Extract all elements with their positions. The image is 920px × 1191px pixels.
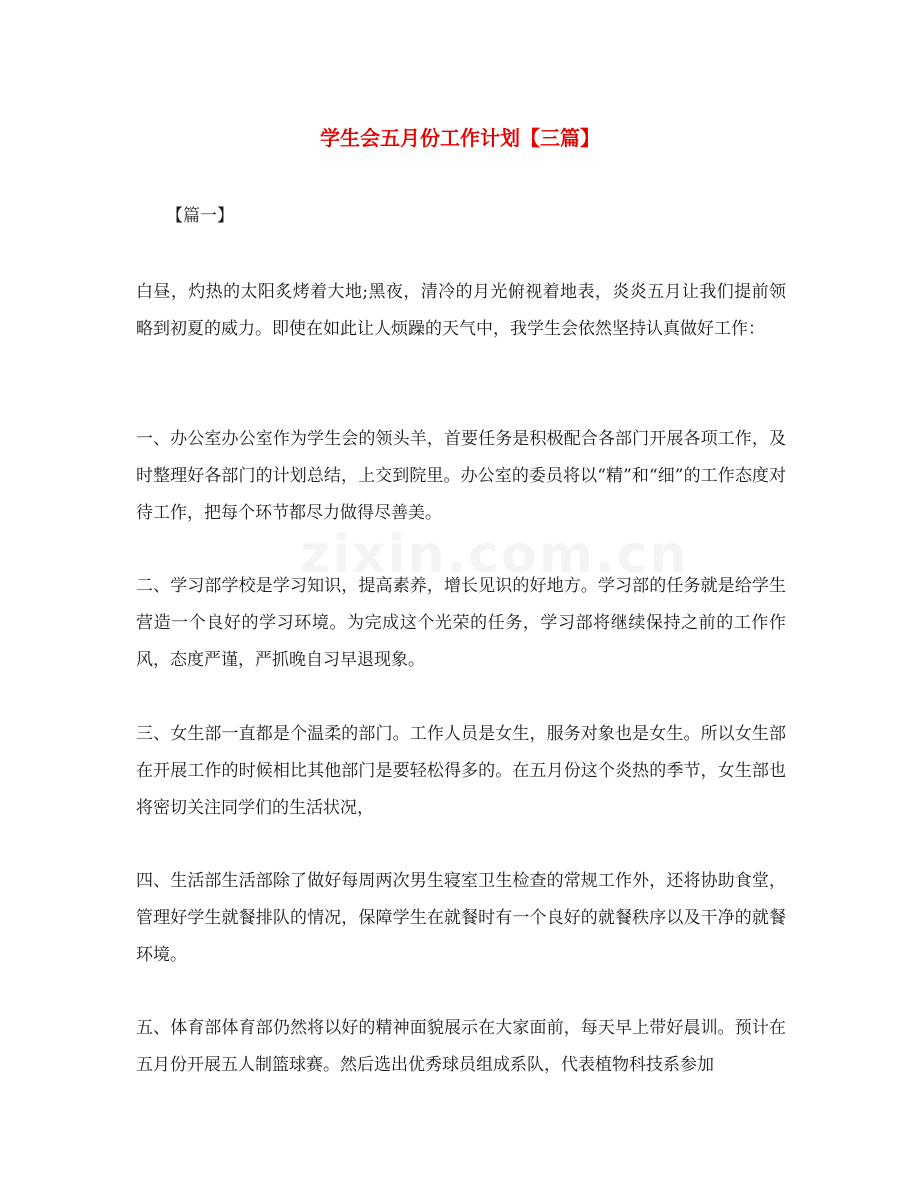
paragraph-life-dept: 四、生活部生活部除了做好每周两次男生寝室卫生检查的常规工作外，还将协助食堂，管理好学生就餐排队的情况，保障学生在就餐时有一个良好的就餐秩序以及干净的就餐环境。 — [136, 871, 786, 965]
paragraph-girls-dept: 三、女生部一直都是个温柔的部门。工作人员是女生，服务对象也是女生。所以女生部在开展工作的时候相比其他部门是要轻松得多的。在五月份这个炎热的季节，女生部也将密切关注同学们的生活状况， — [136, 724, 786, 818]
paragraph-office: 一、办公室办公室作为学生会的领头羊，首要任务是积极配合各部门开展各项工作，及时整理好各部门的计划总结，上交到院里。办公室的委员将以“精”和“细”的工作态度对待工作，把每个环节都尽力做得尽善美。 — [136, 429, 786, 523]
document-title: 学生会五月份工作计划【三篇】 — [320, 126, 600, 150]
paragraph-sports-dept: 五、体育部体育部仍然将以好的精神面貌展示在大家面前，每天早上带好晨训。预计在五月份开展五人制篮球赛。然后选出优秀球员组成系队，代表植物科技系参加 — [136, 1018, 786, 1075]
paragraph-study-dept: 二、学习部学校是学习知识，提高素养，增长见识的好地方。学习部的任务就是给学生营造一个良好的学习环境。为完成这个光荣的任务，学习部将继续保持之前的工作作风，态度严谨，严抓晚自习早退现象。 — [136, 576, 786, 670]
section-label: 【篇一】 — [166, 206, 234, 226]
paragraph-intro: 白昼，灼热的太阳炙烤着大地;黑夜，清冷的月光俯视着地表，炎炎五月让我们提前领略到初夏的威力。即使在如此让人烦躁的天气中，我学生会依然坚持认真做好工作： — [136, 282, 786, 339]
